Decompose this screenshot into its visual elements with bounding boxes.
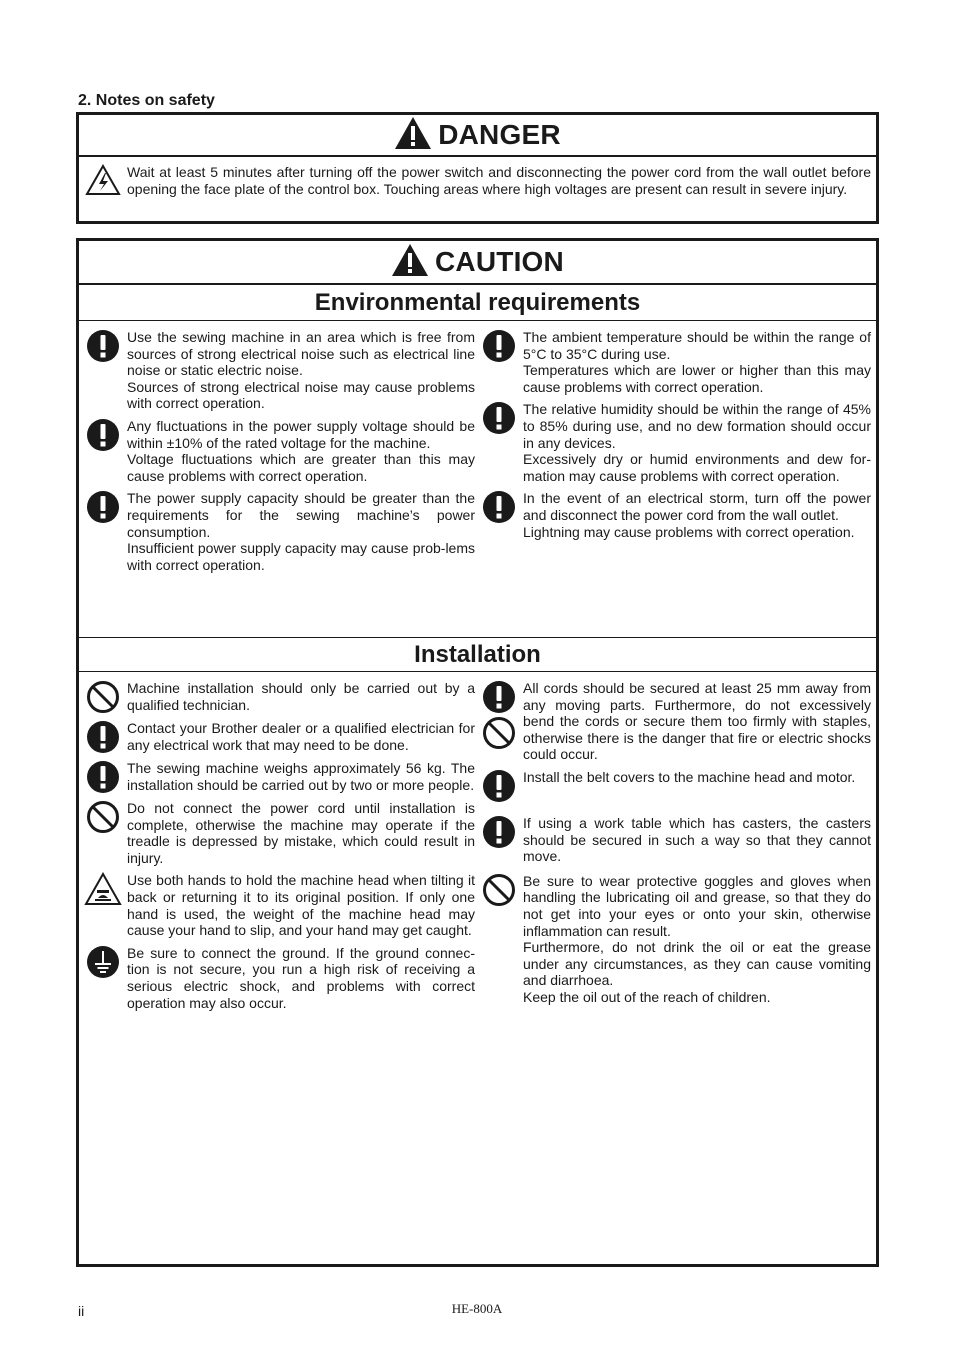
item-text: Be sure to connect the ground. If the ground connec-tion is not secure, you run a high risk of receiving a serious electric shock, and problems with correct operation may also occur. <box>127 944 475 1011</box>
item-text-block <box>127 760 475 794</box>
item-text: Excessively dry or humid environments and dew for-mation may cause problems with correct operation. <box>523 451 871 484</box>
installation-title: Installation <box>79 637 876 672</box>
safety-item <box>79 680 475 714</box>
mandatory-prohibited-icon <box>475 680 523 763</box>
environmental-right-column <box>475 329 871 637</box>
caution-title: CAUTION <box>435 246 564 277</box>
warning-triangle-icon <box>391 243 429 282</box>
safety-item <box>475 815 871 865</box>
installation-left-column <box>79 680 475 1017</box>
safety-item <box>475 490 871 540</box>
item-text: Do not connect the power cord until installation is complete, otherwise the machine may operate if the treadle is depressed by mistake, which could result in injury. <box>127 800 475 866</box>
caution-header <box>79 241 876 285</box>
installation-section <box>79 672 876 1017</box>
danger-header <box>79 115 876 157</box>
safety-item <box>475 873 871 1006</box>
item-text-block <box>523 769 871 803</box>
item-text: Contact your Brother dealer or a qualified electrician for any electrical work that may need to be done. <box>127 720 475 753</box>
safety-item <box>79 490 475 573</box>
item-text: Any fluctuations in the power supply voltage should be within ±10% of the rated voltage for the machine. <box>127 417 475 451</box>
page-number: ii <box>78 1303 85 1319</box>
mandatory-icon <box>475 769 523 803</box>
section-title: 2. Notes on safety <box>78 92 215 109</box>
item-text-block <box>127 680 475 714</box>
safety-item <box>79 329 475 412</box>
safety-item <box>475 329 871 395</box>
item-text: If using a work table which has casters, the casters should be secured in such a way so that they cannot move. <box>523 814 871 865</box>
item-text: The sewing machine weighs approximately 56 kg. The installation should be carried out by two or more people. <box>127 760 475 793</box>
safety-item <box>79 760 475 794</box>
danger-row <box>79 157 876 197</box>
safety-item <box>79 945 475 1011</box>
mandatory-icon <box>475 815 523 865</box>
mandatory-icon <box>475 401 523 484</box>
safety-item <box>79 418 475 484</box>
item-text: Use both hands to hold the machine head when tilting it back or returning it to its original position. If only one hand is used, the weight of the machine head may cause your hand to slip, and your hand may get caught. <box>127 872 475 939</box>
item-text-block <box>127 490 475 573</box>
environmental-title: Environmental requirements <box>79 285 876 321</box>
item-text: The ambient temperature should be within the range of 5°C to 35°C during use. <box>523 329 871 362</box>
ground-icon <box>79 945 127 1011</box>
caution-box <box>76 238 879 1267</box>
mandatory-icon <box>475 490 523 540</box>
item-text: Keep the oil out of the reach of children. <box>523 988 771 1005</box>
item-text: Sources of strong electrical noise may cause problems with correct operation. <box>127 378 475 412</box>
item-text-block <box>127 720 475 754</box>
item-text: Furthermore, do not drink the oil or eat the grease under any circumstances, as they can cause vomiting and diarrhoea. <box>523 939 871 989</box>
item-text: Install the belt covers to the machine head and motor. <box>523 768 856 785</box>
item-text-block <box>523 329 871 395</box>
prohibited-icon <box>475 873 523 1006</box>
high-voltage-icon <box>79 164 127 197</box>
item-text: Machine installation should only be carried out by a qualified technician. <box>127 680 475 713</box>
item-text-block <box>127 872 475 938</box>
item-text: The power supply capacity should be greater than the requirements for the sewing machine’s power consumption. <box>127 490 475 540</box>
mandatory-icon <box>79 720 127 754</box>
item-text: All cords should be secured at least 25 mm away from any moving parts. Furthermore, do not excessively bend the cords or secure them too firmly with staples, otherwise there is the danger that fire or electric shocks could occur. <box>523 680 871 763</box>
environmental-requirements <box>79 321 876 637</box>
item-text-block <box>523 680 871 763</box>
item-text-block <box>127 418 475 484</box>
warning-triangle-icon <box>394 116 432 155</box>
item-text-block <box>127 945 475 1011</box>
mandatory-icon <box>475 329 523 395</box>
item-text-block <box>127 329 475 412</box>
danger-box <box>76 112 879 224</box>
safety-item <box>79 872 475 938</box>
item-text-block <box>523 815 871 865</box>
item-text-block <box>523 873 871 1006</box>
prohibited-icon <box>79 800 127 866</box>
mandatory-icon <box>79 418 127 484</box>
item-text: Insufficient power supply capacity may cause prob-lems with correct operation. <box>127 540 475 573</box>
item-text: Use the sewing machine in an area which is free from sources of strong electrical noise such as electrical line noise or static electric noise. <box>127 329 475 379</box>
item-text-block <box>523 401 871 484</box>
safety-item <box>475 769 871 803</box>
prohibited-icon <box>79 680 127 714</box>
safety-item <box>475 680 871 763</box>
item-text: Be sure to wear protective goggles and gloves when handling the lubricating oil and grease, so that they do not get into your eyes or onto your skin, otherwise inflammation can result. <box>523 872 871 939</box>
item-text: In the event of an electrical storm, turn off the power and disconnect the power cord from the wall outlet. <box>523 490 871 523</box>
installation-right-column <box>475 680 871 1017</box>
pinch-hazard-icon <box>79 872 127 938</box>
mandatory-icon <box>79 329 127 412</box>
safety-item <box>475 401 871 484</box>
danger-title: DANGER <box>438 119 561 150</box>
item-text: Voltage fluctuations which are greater than this may cause problems with correct operation. <box>127 451 475 484</box>
safety-item <box>79 720 475 754</box>
item-text-block <box>523 490 871 540</box>
safety-item <box>79 800 475 866</box>
danger-text: Wait at least 5 minutes after turning off the power switch and disconnecting the power cord from the wall outlet before opening the face plate of the control box. Touching areas where high voltages are present can result in severe injury. <box>127 164 871 197</box>
item-text: Lightning may cause problems with correct operation. <box>523 523 855 540</box>
item-text: Temperatures which are lower or higher than this may cause problems with correct operation. <box>523 362 871 395</box>
mandatory-icon <box>79 760 127 794</box>
item-text: The relative humidity should be within the range of 45% to 85% during use, and no dew formation should occur in any devices. <box>523 401 871 451</box>
environmental-left-column <box>79 329 475 637</box>
mandatory-icon <box>79 490 127 573</box>
item-text-block <box>127 800 475 866</box>
model-number: HE-800A <box>451 1301 503 1316</box>
